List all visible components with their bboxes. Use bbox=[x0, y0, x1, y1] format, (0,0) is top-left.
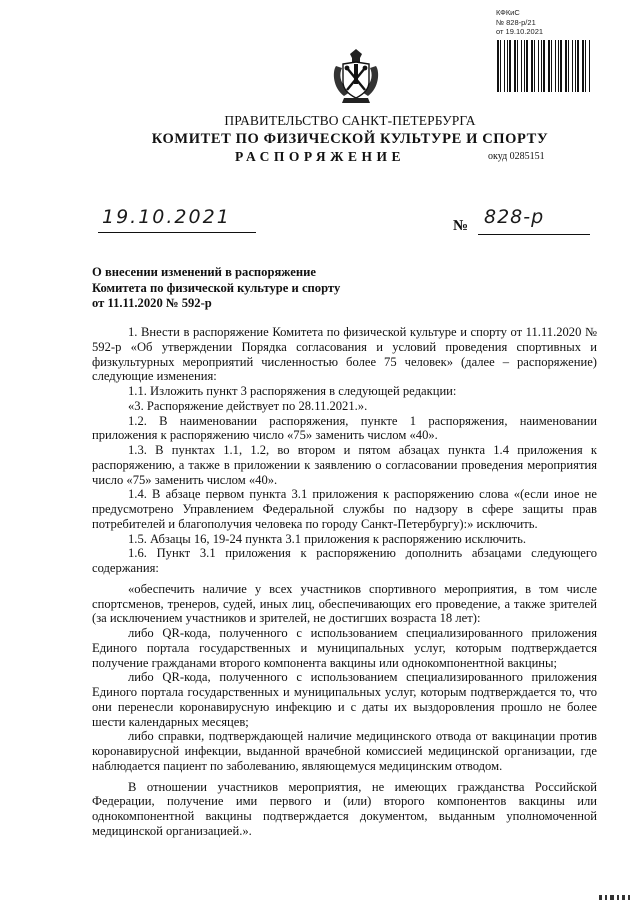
barcode-bar bbox=[558, 40, 559, 92]
body-paragraph: В отношении участников мероприятия, не имеющих гражданства Российской Федерации, получение ими первого и (или) второго компонентов вакцины или однокомпонентной вакцины подтверждается документом, выданным уполномоченной медицинской организацией.». bbox=[92, 779, 597, 838]
document-date: 19.10.2021 bbox=[102, 206, 231, 228]
barcode-bar bbox=[538, 40, 539, 92]
barcode-bar bbox=[524, 40, 525, 92]
date-underline bbox=[98, 232, 256, 233]
coat-of-arms-emblem bbox=[330, 48, 382, 106]
barcode-bar bbox=[551, 40, 552, 92]
number-sign: № bbox=[453, 218, 469, 234]
body-paragraph: 1.1. Изложить пункт 3 распоряжения в следующей редакции: bbox=[128, 384, 457, 398]
barcode-bar bbox=[521, 40, 522, 92]
barcode-bar bbox=[526, 40, 528, 92]
barcode-bar bbox=[534, 40, 535, 92]
barcode-bar bbox=[548, 40, 550, 92]
body-paragraph: 1.6. Пункт 3.1 приложения к распоряжению дополнить абзацами следующего содержания: bbox=[92, 546, 597, 575]
body-paragraph: либо QR-кода, полученного с использованием специализированного приложения Единого портала государственных и муниципальных услуг, которым подтверждается получение гражданами второго компонента вакцины или однокомпонентной вакцины; bbox=[92, 626, 597, 670]
barcode-bar bbox=[577, 40, 579, 92]
barcode-bar bbox=[543, 40, 545, 92]
barcode-bar bbox=[555, 40, 556, 92]
document-type: РАСПОРЯЖЕНИЕ bbox=[234, 149, 406, 164]
barcode-bar bbox=[568, 40, 569, 92]
body-paragraph: 1.2. В наименовании распоряжения, пункте 1 распоряжения, наименовании приложения к распоряжению число «75» заменить числом «40». bbox=[92, 413, 597, 443]
registration-date: от 19.10.2021 bbox=[496, 27, 544, 36]
body-paragraph: 1.4. В абзаце первом пункта 3.1 приложения к распоряжению слова «(если иное не предусмотрено Управлением Федеральной службы по надзору в сфере защиты прав потребителей и благополучия человека по городу Санкт-Петербургу):» исключить. bbox=[92, 487, 597, 531]
committee-name: КОМИТЕТ ПО ФИЗИЧЕСКОЙ КУЛЬТУРЕ И СПОРТУ bbox=[151, 131, 549, 147]
page-edge-mark bbox=[597, 892, 637, 902]
barcode-bar bbox=[517, 40, 518, 92]
body-paragraph: 1.5. Абзацы 16, 19-24 пункта 3.1 приложения к распоряжению исключить. bbox=[128, 531, 526, 546]
barcode-bar bbox=[582, 40, 584, 92]
body-paragraph: либо QR-кода, полученного с использованием специализированного приложения Единого портала государственных и муниципальных услуг, которым подтверждается то, что они перенесли коронавирусную инфекцию и с даты их выздоровления прошло не более шести календарных месяцев; bbox=[92, 670, 597, 729]
barcode-bar bbox=[585, 40, 586, 92]
barcode-bar bbox=[509, 40, 511, 92]
barcode-bar bbox=[514, 40, 516, 92]
registration-number: № 828-р/21 bbox=[496, 17, 536, 27]
barcode-bar bbox=[565, 40, 567, 92]
barcode-bar bbox=[560, 40, 562, 92]
body-paragraph: «3. Распоряжение действует по 28.11.2021.». bbox=[128, 398, 368, 413]
subject-line: Комитета по физической культуре и спорту bbox=[92, 280, 341, 295]
barcode-bar bbox=[500, 40, 501, 92]
body-paragraph: либо справки, подтверждающей наличие медицинского отвода от вакцинации против коронавирусной инфекции, выданной врачебной комиссией медицинской организации, где наблюдается пациент по заболеванию, являющемуся медицинским отводом. bbox=[92, 729, 597, 773]
barcode-bar bbox=[497, 40, 499, 92]
body-paragraph: 1. Внести в распоряжение Комитета по физической культуре и спорту от 11.11.2020 № 592-р «Об утверждении Порядка согласования и условий проведения спортивных и физкультурных мероприятий численностью более 75 человек» (далее – распоряжение) следующие изменения: bbox=[92, 325, 597, 384]
body-paragraph: «обеспечить наличие у всех участников спортивного мероприятия, в том числе спортсменов, тренеров, судей, иных лиц, обеспечивающих его проведение, а также зрителей (за исключением участников и зрителей, не достигших возраста 18 лет): bbox=[92, 581, 597, 626]
barcode-bar bbox=[572, 40, 573, 92]
barcode-bar bbox=[531, 40, 533, 92]
document-number: 828-р bbox=[484, 206, 545, 228]
registration-org: КФКиС bbox=[496, 8, 520, 17]
document-body bbox=[92, 325, 597, 839]
number-underline bbox=[478, 234, 590, 235]
barcode-bar bbox=[589, 40, 590, 92]
okud-code: окуд 0285151 bbox=[488, 151, 545, 162]
barcode-bar bbox=[541, 40, 542, 92]
subject-line: О внесении изменений в распоряжение bbox=[92, 265, 316, 279]
subject-line: от 11.11.2020 № 592-р bbox=[92, 296, 212, 311]
barcode bbox=[497, 40, 594, 92]
barcode-bar bbox=[504, 40, 505, 92]
document-subject bbox=[92, 265, 392, 312]
registration-stamp bbox=[496, 8, 596, 37]
body-paragraph: 1.3. В пунктах 1.1, 1.2, во втором и пятом абзацах пункта 1.4 приложения к распоряжению, а также в приложении к заявлению о согласовании проведения мероприятия число «75» заменить числом «40». bbox=[92, 443, 597, 487]
barcode-bar bbox=[507, 40, 508, 92]
government-name: ПРАВИТЕЛЬСТВО САНКТ-ПЕТЕРБУРГА bbox=[224, 113, 476, 128]
barcode-bar bbox=[575, 40, 576, 92]
